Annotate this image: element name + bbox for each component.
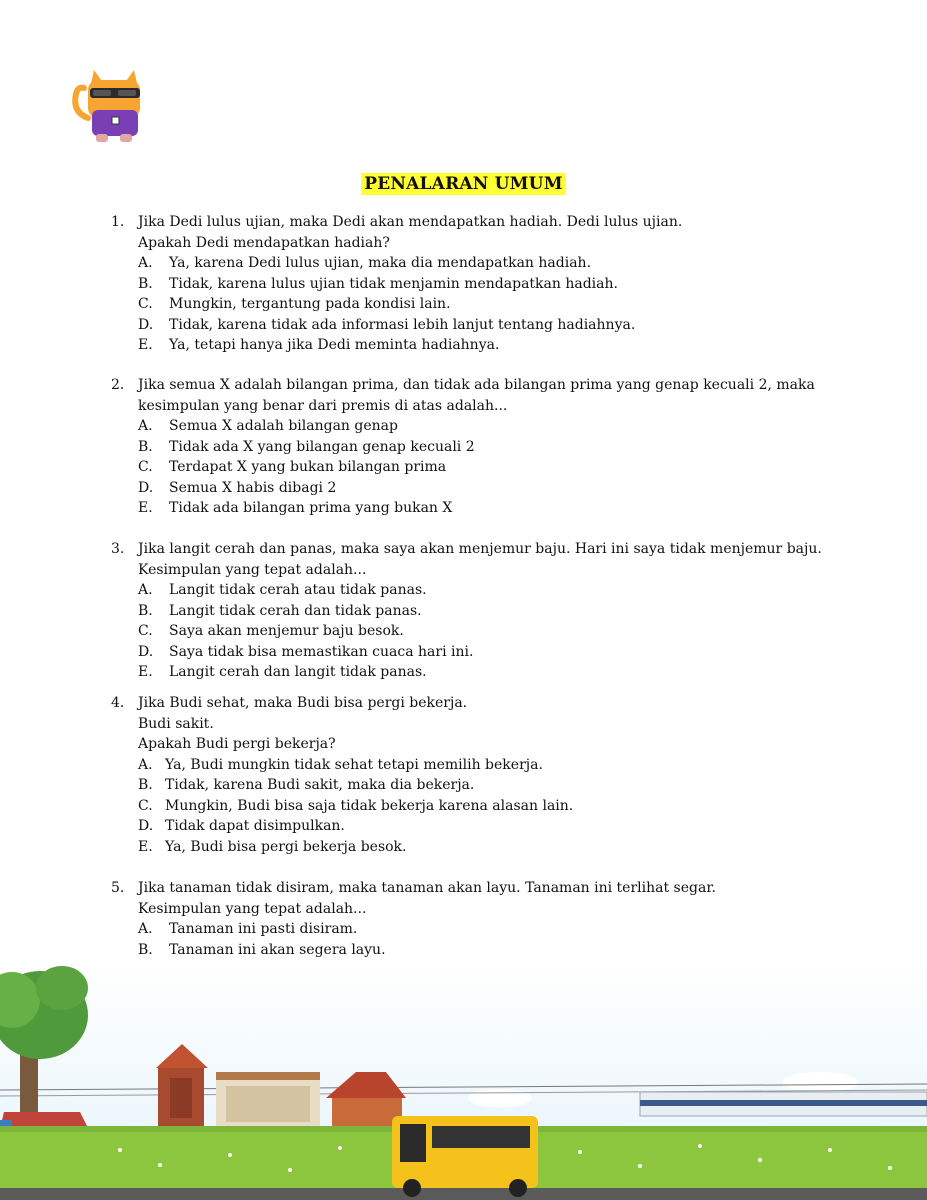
option-e xyxy=(138,662,871,683)
option-text: Langit cerah dan langit tidak panas. xyxy=(169,664,427,680)
option-letter: B. xyxy=(138,438,153,455)
question-5 xyxy=(111,878,871,960)
option-text: Saya akan menjemur baju besok. xyxy=(169,623,404,639)
option-text: Tidak, karena tidak ada informasi lebih lanjut tentang hadiahnya. xyxy=(169,316,636,333)
option-letter: B. xyxy=(138,275,153,292)
question-text-line: kesimpulan yang benar dari premis di atas adalah... xyxy=(138,397,508,414)
question-4 xyxy=(111,693,871,857)
option-text: Ya, karena Dedi lulus ujian, maka dia mendapatkan hadiah. xyxy=(169,255,592,271)
option-text: Mungkin, tergantung pada kondisi lain. xyxy=(169,296,451,312)
question-text-line: Apakah Dedi mendapatkan hadiah? xyxy=(138,234,390,251)
option-text: Semua X adalah bilangan genap xyxy=(169,418,398,434)
option-letter: C. xyxy=(138,296,153,312)
question-3 xyxy=(111,539,871,683)
option-text: Ya, Budi mungkin tidak sehat tetapi memilih bekerja. xyxy=(165,756,543,773)
question-number: 2. xyxy=(111,377,125,393)
option-b xyxy=(138,940,871,961)
question-text-line: Jika Dedi lulus ujian, maka Dedi akan mendapatkan hadiah. Dedi lulus ujian. xyxy=(138,214,683,230)
option-b xyxy=(138,601,871,622)
option-text: Tidak, karena lulus ujian tidak menjamin mendapatkan hadiah. xyxy=(169,275,618,292)
option-letter: D. xyxy=(138,818,154,834)
option-b xyxy=(138,775,871,796)
option-text: Semua X habis dibagi 2 xyxy=(169,479,337,496)
option-text: Tidak ada bilangan prima yang bukan X xyxy=(169,500,453,516)
option-a xyxy=(138,416,871,437)
option-text: Langit tidak cerah atau tidak panas. xyxy=(169,582,427,598)
question-1 xyxy=(111,212,871,356)
option-letter: A. xyxy=(138,921,153,937)
question-text-line: Kesimpulan yang tepat adalah... xyxy=(138,900,367,917)
option-text: Terdapat X yang bukan bilangan prima xyxy=(169,459,447,475)
option-d xyxy=(138,816,871,837)
page-title: PENALARAN UMUM xyxy=(361,173,565,195)
option-letter: C. xyxy=(138,459,153,475)
question-number: 1. xyxy=(111,214,125,230)
option-letter: B. xyxy=(138,602,153,619)
option-letter: A. xyxy=(138,418,153,434)
option-a xyxy=(138,755,871,776)
cat-mascot-icon xyxy=(66,68,156,148)
option-c xyxy=(138,621,871,642)
option-text: Ya, Budi bisa pergi bekerja besok. xyxy=(165,838,407,855)
option-c xyxy=(138,457,871,478)
option-letter: D. xyxy=(138,316,154,333)
city-landscape-illustration xyxy=(0,960,927,1200)
question-text-line: Jika langit cerah dan panas, maka saya akan menjemur baju. Hari ini saya tidak menjemur baju. xyxy=(138,541,822,557)
option-a xyxy=(138,580,871,601)
option-text: Mungkin, Budi bisa saja tidak bekerja karena alasan lain. xyxy=(165,797,574,814)
question-text-line: Kesimpulan yang tepat adalah... xyxy=(138,561,367,578)
option-text: Tanaman ini pasti disiram. xyxy=(169,921,358,937)
option-letter: B. xyxy=(138,941,153,958)
option-letter: A. xyxy=(138,255,153,271)
option-b xyxy=(138,437,871,458)
option-letter: D. xyxy=(138,479,154,496)
option-d xyxy=(138,642,871,663)
question-number: 3. xyxy=(111,541,125,557)
question-number: 5. xyxy=(111,880,125,896)
question-text-line: Jika Budi sehat, maka Budi bisa pergi bekerja. xyxy=(138,695,468,711)
option-letter: D. xyxy=(138,643,154,660)
option-a xyxy=(138,253,871,274)
option-letter: A. xyxy=(138,756,153,773)
question-text-line: Budi sakit. xyxy=(138,715,214,732)
option-e xyxy=(138,498,871,519)
option-d xyxy=(138,315,871,336)
option-c xyxy=(138,294,871,315)
question-number: 4. xyxy=(111,695,125,711)
option-letter: B. xyxy=(138,777,153,793)
option-text: Langit tidak cerah dan tidak panas. xyxy=(169,602,422,619)
option-b xyxy=(138,274,871,295)
option-text: Saya tidak bisa memastikan cuaca hari ini. xyxy=(169,643,474,660)
option-letter: E. xyxy=(138,664,153,680)
option-letter: E. xyxy=(138,500,153,516)
option-text: Ya, tetapi hanya jika Dedi meminta hadiahnya. xyxy=(169,337,500,353)
option-letter: E. xyxy=(138,337,153,353)
option-text: Tidak, karena Budi sakit, maka dia bekerja. xyxy=(165,777,475,793)
option-letter: E. xyxy=(138,838,153,855)
option-text: Tidak dapat disimpulkan. xyxy=(165,818,345,834)
option-c xyxy=(138,796,871,817)
option-d xyxy=(138,478,871,499)
question-text-line: Apakah Budi pergi bekerja? xyxy=(138,736,336,752)
option-letter: A. xyxy=(138,582,153,598)
option-a xyxy=(138,919,871,940)
option-text: Tanaman ini akan segera layu. xyxy=(169,941,386,958)
question-text-line: Jika tanaman tidak disiram, maka tanaman akan layu. Tanaman ini terlihat segar. xyxy=(138,880,716,896)
option-letter: C. xyxy=(138,797,153,814)
question-2 xyxy=(111,375,871,519)
option-text: Tidak ada X yang bilangan genap kecuali 2 xyxy=(169,438,475,455)
option-e xyxy=(138,335,871,356)
question-text-line: Jika semua X adalah bilangan prima, dan tidak ada bilangan prima yang genap kecuali 2, maka xyxy=(138,377,815,393)
option-letter: C. xyxy=(138,623,153,639)
option-e xyxy=(138,837,871,858)
